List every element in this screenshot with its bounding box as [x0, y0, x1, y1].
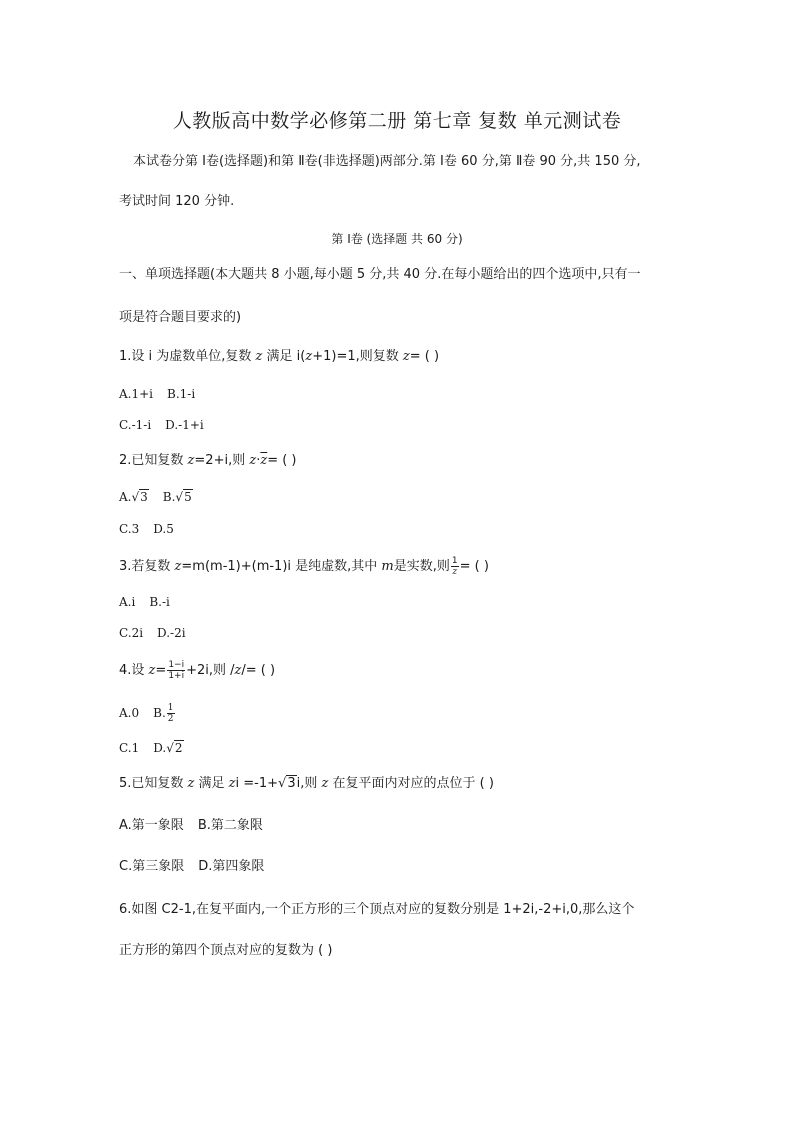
part-one-line-1: 一、单项选择题(本大题共 8 小题,每小题 5 分,共 40 分.在每小题给出的四个选项中,只有一 — [119, 267, 641, 282]
question-1-options-row-2 — [119, 416, 204, 434]
part-one-line-2: 项是符合题目要求的) — [119, 310, 242, 325]
question-2-options-row-1 — [119, 488, 193, 506]
question-4-stem: 4.设 z= $\frac{1-i}{1+i}$ +2i,则 /z/= ( ) — [119, 660, 276, 681]
conjugate-z: $\overline{z}$ — [260, 453, 268, 468]
question-5-options-row-1 — [119, 817, 263, 835]
option-d: D.-1+i — [165, 418, 204, 432]
option-b: B. $\frac{1}{2}$ — [153, 703, 174, 724]
question-5-stem: 5.已知复数 z 满足 zi =-1+√3i,则 z 在复平面内对应的点位于 ( ) — [119, 776, 494, 791]
option-d: D.√2 — [153, 741, 183, 755]
option-c: C.第三象限 — [119, 859, 185, 874]
question-3-options-row-1 — [119, 593, 170, 611]
question-6-line-1: 6.如图 C2-1,在复平面内,一个正方形的三个顶点对应的复数分别是 1+2i,-2+i,0,那么这个 — [119, 902, 635, 917]
option-d: D.-2i — [157, 626, 186, 640]
question-3-stem: 3.若复数 z=m(m-1)+(m-1)i 是纯虚数,其中 m是实数,则 $\frac{1}{z}$ = ( ) — [119, 556, 489, 577]
option-a: A.i — [119, 595, 136, 609]
option-a: A.1+i — [119, 387, 154, 401]
option-d: D.第四象限 — [198, 859, 265, 874]
fraction-one-half: $\frac{1}{2}$ — [167, 703, 174, 724]
question-2-stem: 2.已知复数 z=2+i,则 $z\cdot\overline{z}=$ ( ) — [119, 453, 297, 468]
intro-line-2: 考试时间 120 分钟. — [119, 194, 235, 209]
fraction-1-minus-i-over-1-plus-i: $\frac{1-i}{1+i}$ — [168, 660, 185, 681]
option-b: B.1-i — [167, 387, 196, 401]
question-1-stem: 1.设 i 为虚数单位,复数 z 满足 i(z+1)=1,则复数 z= ( ) — [119, 349, 440, 364]
section-heading: 第 Ⅰ卷 (选择题 共 60 分) — [331, 232, 463, 246]
option-a: A.第一象限 — [119, 818, 184, 833]
option-a: A.0 — [119, 706, 140, 720]
question-5-options-row-2 — [119, 858, 264, 876]
option-b: B.-i — [149, 595, 170, 609]
page-title: 人教版高中数学必修第二册 第七章 复数 单元测试卷 — [172, 110, 622, 132]
option-b: B.√5 — [162, 490, 192, 504]
option-a: A.√3 — [119, 490, 148, 504]
question-6-line-2: 正方形的第四个顶点对应的复数为 ( ) — [119, 943, 333, 958]
option-c: C.2i — [119, 626, 144, 640]
question-1-options-row-1 — [119, 385, 195, 403]
intro-line-1: 本试卷分第 Ⅰ卷(选择题)和第 Ⅱ卷(非选择题)两部分.第 Ⅰ卷 60 分,第 Ⅱ卷 90 分,共 150 分, — [133, 154, 641, 169]
option-d: D.5 — [153, 522, 174, 536]
option-b: B.第二象限 — [197, 818, 263, 833]
option-c: C.1 — [119, 741, 140, 755]
option-c: C.-1-i — [119, 418, 152, 432]
question-2-options-row-2 — [119, 520, 174, 538]
option-c: C.3 — [119, 522, 140, 536]
var-z: z — [255, 349, 263, 364]
question-4-options-row-1 — [119, 703, 176, 724]
question-4-options-row-2 — [119, 739, 184, 757]
question-3-options-row-2 — [119, 624, 186, 642]
fraction-one-over-z: $\frac{1}{z}$ — [451, 556, 458, 577]
